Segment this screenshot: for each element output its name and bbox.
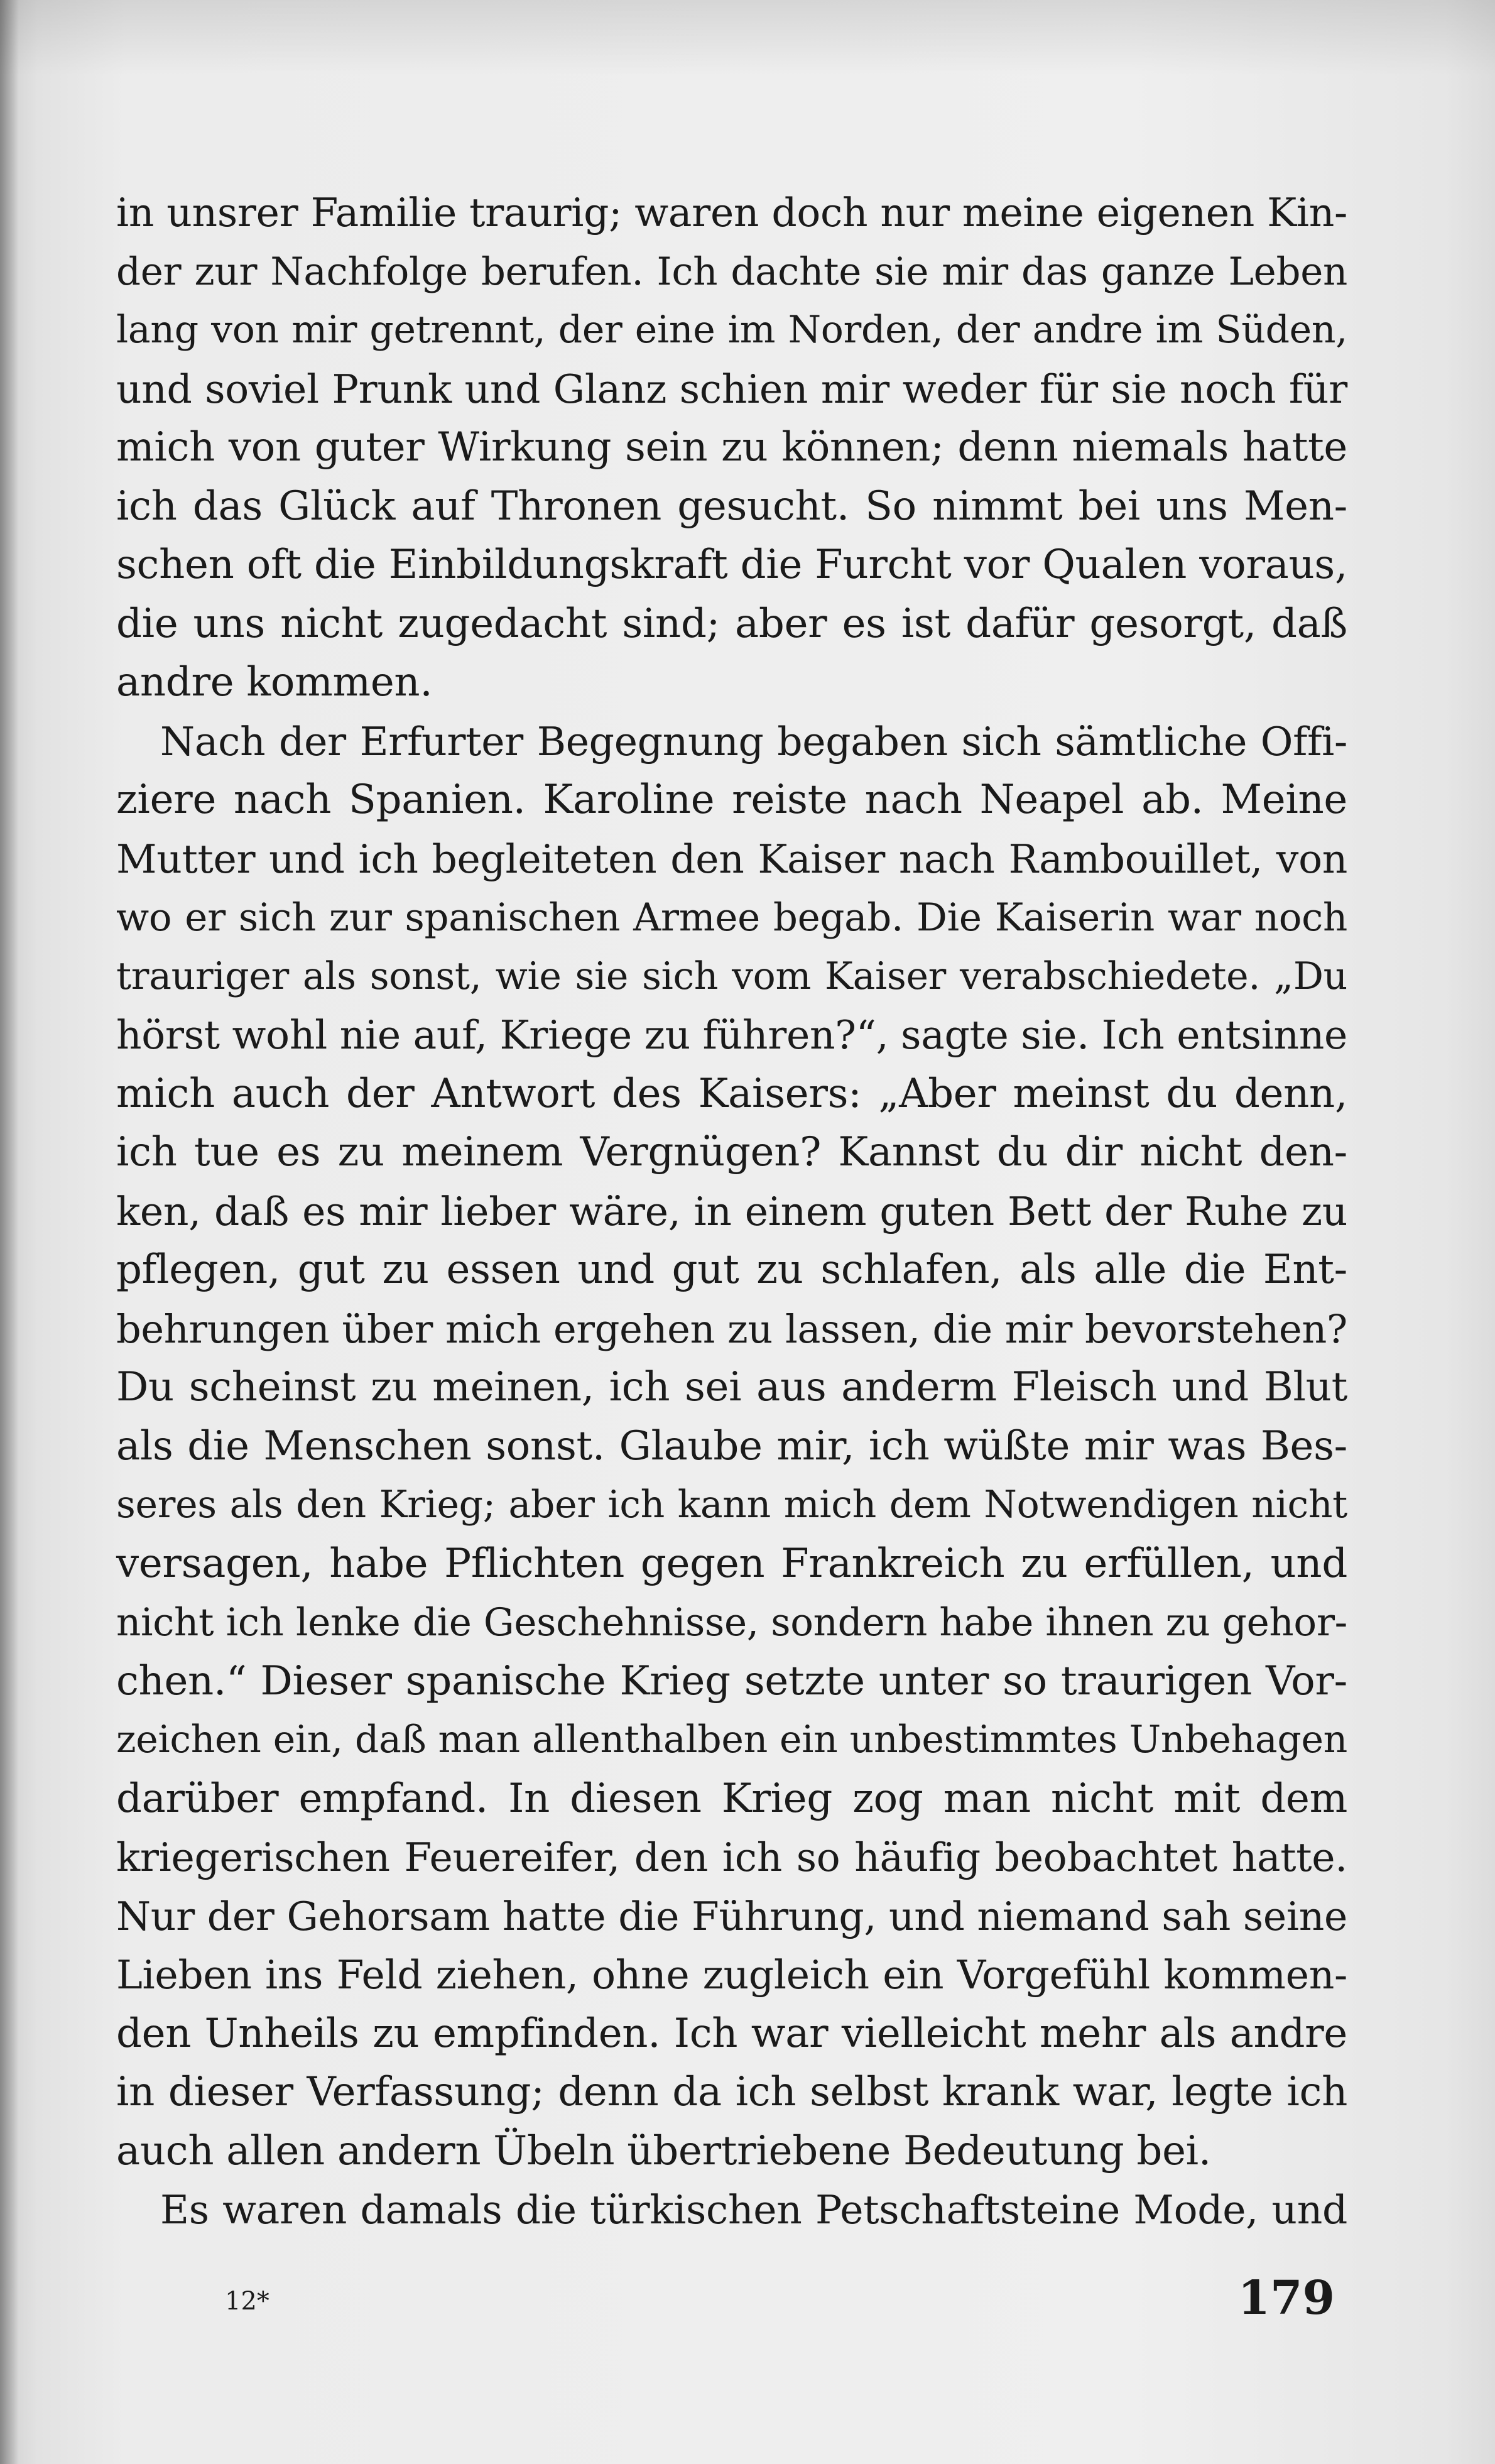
text-line: und soviel Prunk und Glanz schien mir weder für sie noch für — [116, 366, 1347, 412]
text-line: ich das Glück auf Thronen gesucht. So nimmt bei uns Men- — [116, 482, 1347, 530]
printer-signature: 12* — [225, 2287, 269, 2316]
text-line: wo er sich zur spanischen Armee begab. Die Kaiserin war noch — [116, 895, 1347, 940]
text-line: behrungen über mich ergehen zu lassen, die mir bevorstehen? — [116, 1306, 1347, 1352]
text-line: ken, daß es mir lieber wäre, in einem guten Bett der Ruhe zu — [116, 1188, 1347, 1235]
text-line: Mutter und ich begleiteten den Kaiser nach Rambouillet, von — [116, 836, 1347, 882]
body-text — [116, 183, 1347, 2240]
text-line: Nur der Gehorsam hatte die Führung, und niemand sah seine — [116, 1893, 1347, 1939]
text-line: in dieser Verfassung; denn da ich selbst krank war, legte ich — [116, 2069, 1347, 2115]
text-line: andre kommen. — [116, 659, 433, 706]
text-line: hörst wohl nie auf, Kriege zu führen?“, sagte sie. Ich entsinne — [116, 1012, 1347, 1058]
text-line: seres als den Krieg; aber ich kann mich dem Notwendigen nicht — [116, 1483, 1347, 1527]
text-line: die uns nicht zugedacht sind; aber es ist dafür gesorgt, daß — [116, 600, 1347, 647]
text-line: chen.“ Dieser spanische Krieg setzte unter so traurigen Vor- — [116, 1657, 1347, 1704]
text-line: Du scheinst zu meinen, ich sei aus anderm Fleisch und Blut — [116, 1364, 1347, 1410]
text-line: kriegerischen Feuereifer, den ich so häufig beobachtet hatte. — [116, 1834, 1347, 1880]
text-line: der zur Nachfolge berufen. Ich dachte sie mir das ganze Leben — [116, 249, 1347, 294]
text-line: darüber empfand. In diesen Krieg zog man nicht mit dem — [116, 1775, 1347, 1822]
text-line: versagen, habe Pflichten gegen Frankreich zu erfüllen, und — [116, 1540, 1347, 1587]
text-line: mich auch der Antwort des Kaisers: „Aber meinst du denn, — [116, 1070, 1347, 1117]
text-line: als die Menschen sonst. Glaube mir, ich wüßte mir was Bes- — [116, 1422, 1347, 1469]
text-line: ich tue es zu meinem Vergnügen? Kannst du dir nicht den- — [116, 1129, 1347, 1175]
text-line: schen oft die Einbildungskraft die Furcht vor Qualen voraus, — [116, 542, 1347, 588]
text-line: lang von mir getrennt, der eine im Norden, der andre im Süden, — [116, 308, 1347, 352]
text-line: ziere nach Spanien. Karoline reiste nach Neapel ab. Meine — [116, 777, 1347, 823]
text-line: nicht ich lenke die Geschehnisse, sondern habe ihnen zu gehor- — [116, 1600, 1347, 1645]
text-line: pflegen, gut zu essen und gut zu schlafen, als alle die Ent- — [116, 1246, 1347, 1293]
text-line: trauriger als sonst, wie sie sich vom Kaiser verabschiedete. „Du — [116, 954, 1347, 998]
text-line: Nach der Erfurter Begegnung begaben sich sämtliche Offi- — [160, 718, 1347, 765]
text-line: Lieben ins Feld ziehen, ohne zugleich ein Vorgefühl kommen- — [116, 1952, 1347, 1998]
text-line: zeichen ein, daß man allenthalben ein unbestimmtes Unbehagen — [116, 1718, 1347, 1762]
page-shadow-top — [0, 0, 1495, 75]
text-line: mich von guter Wirkung sein zu können; denn niemals hatte — [116, 424, 1347, 471]
text-line: in unsrer Familie traurig; waren doch nur meine eigenen Kin- — [116, 190, 1347, 236]
page-number: 179 — [1237, 2271, 1335, 2325]
text-line: den Unheils zu empfinden. Ich war vielleicht mehr als andre — [116, 2010, 1347, 2057]
page-gutter-shadow — [0, 0, 19, 2464]
text-line: auch allen andern Übeln übertriebene Bedeutung bei. — [116, 2127, 1211, 2174]
text-line: Es waren damals die türkischen Petschaftsteine Mode, und — [160, 2187, 1347, 2233]
